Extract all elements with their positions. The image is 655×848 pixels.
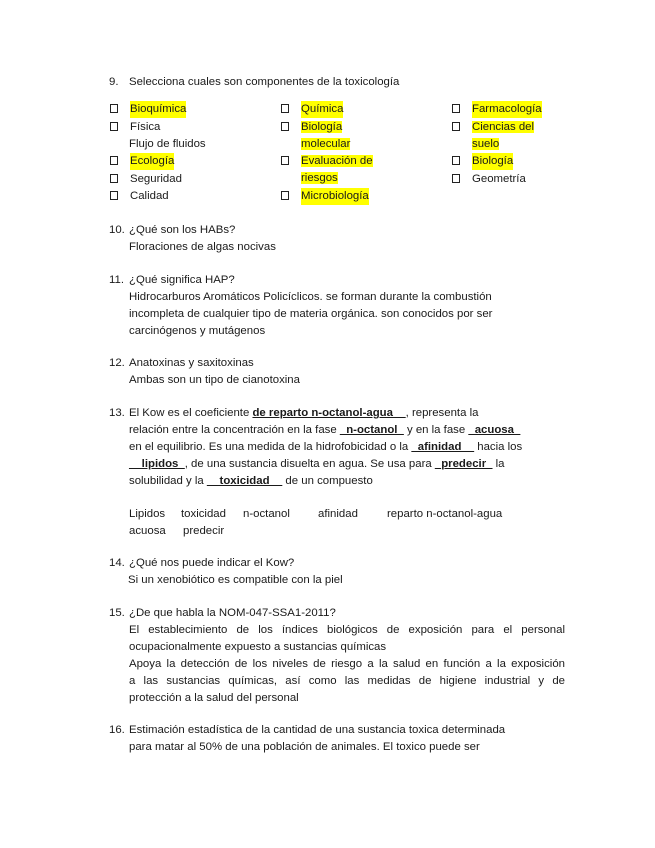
option-flujo-de-fluidos: Flujo de fluidos bbox=[129, 138, 206, 150]
q15-paragraph-line: a las sustancias químicas, así como las medidas de higiene industrial y de bbox=[129, 675, 565, 687]
q15-paragraph-line: protección a la salud del personal bbox=[129, 692, 299, 704]
q10-answer: Floraciones de algas nocivas bbox=[129, 241, 276, 253]
q11-answer-line: Hidrocarburos Aromáticos Policíclicos. se forman durante la combustión bbox=[129, 291, 492, 303]
q16-line: Estimación estadística de la cantidad de una sustancia toxica determinada bbox=[129, 724, 506, 736]
checkbox-icon bbox=[110, 174, 118, 183]
word-bank-item: toxicidad bbox=[181, 508, 226, 520]
word-bank-item: n-octanol bbox=[243, 508, 290, 520]
q13-number: 13. bbox=[109, 407, 125, 419]
blank-n-octanol: _n-octanol_ bbox=[339, 424, 404, 436]
word-bank-item: acuosa bbox=[129, 525, 166, 537]
checkbox-ecologia[interactable]: Ecología bbox=[110, 153, 174, 170]
q14-question: ¿Qué nos puede indicar el Kow? bbox=[129, 557, 295, 569]
blank-toxicidad: __toxicidad__ bbox=[206, 475, 283, 487]
q12-question: Anatoxinas y saxitoxinas bbox=[129, 357, 254, 369]
word-bank-item: afinidad bbox=[318, 508, 358, 520]
checkbox-icon bbox=[110, 191, 118, 200]
q13-line-4: __lipidos_, de una sustancia disuelta en agua. Se usa para _predecir_ la bbox=[129, 458, 505, 470]
checkbox-ciencias-del-suelo[interactable]: Ciencias del suelo bbox=[452, 119, 534, 153]
blank-acuosa: _acuosa_ bbox=[468, 424, 521, 436]
checkbox-icon bbox=[452, 122, 460, 131]
q15-paragraph-line: El establecimiento de los índices biológicos de exposición para el personal bbox=[129, 624, 565, 636]
q12-answer: Ambas son un tipo de cianotoxina bbox=[129, 374, 300, 386]
checkbox-evaluacion-de-riesgos[interactable]: Evaluación de riesgos bbox=[281, 153, 373, 187]
q9-number: 9. bbox=[109, 76, 119, 88]
checkbox-calidad[interactable]: Calidad bbox=[110, 188, 169, 205]
q16-number: 16. bbox=[109, 724, 125, 736]
checkbox-icon bbox=[281, 104, 289, 113]
q10-number: 10. bbox=[109, 224, 125, 236]
q11-answer-line: incompleta de cualquier tipo de materia orgánica. son conocidos por ser bbox=[129, 308, 493, 320]
q15-paragraph-line: ocupacionalmente expuesto a sustancias químicas bbox=[129, 641, 387, 653]
q15-question: ¿De que habla la NOM-047-SSA1-2011? bbox=[129, 607, 336, 619]
checkbox-geometria[interactable]: Geometría bbox=[452, 171, 526, 188]
checkbox-biologia-molecular[interactable]: Biología molecular bbox=[281, 119, 350, 153]
q13-line-5: solubilidad y la __toxicidad__ de un compuesto bbox=[129, 475, 373, 487]
blank-lipidos: __lipidos_ bbox=[129, 458, 185, 470]
checkbox-fisica[interactable]: Física bbox=[110, 119, 160, 136]
blank-afinidad: _afinidad__ bbox=[411, 441, 475, 453]
word-bank-item: Lipidos bbox=[129, 508, 166, 520]
checkbox-icon bbox=[281, 122, 289, 131]
q11-answer-line: carcinógenos y mutágenos bbox=[129, 325, 266, 337]
q14-number: 14. bbox=[109, 557, 125, 569]
checkbox-icon bbox=[281, 191, 289, 200]
checkbox-icon bbox=[452, 174, 460, 183]
q13-line-1: El Kow es el coeficiente de reparto n-octanol-agua__, representa la bbox=[129, 407, 479, 419]
checkbox-seguridad[interactable]: Seguridad bbox=[110, 171, 182, 188]
blank-reparto: de reparto n-octanol-agua__ bbox=[252, 407, 406, 419]
q15-paragraph-line: Apoya la detección de los niveles de riesgo a la salud en función a la exposición bbox=[129, 658, 565, 670]
q11-question: ¿Qué significa HAP? bbox=[129, 274, 235, 286]
q13-line-3: en el equilibrio. Es una medida de la hidrofobicidad o la _afinidad__ hacia los bbox=[129, 441, 523, 453]
q11-number: 11. bbox=[109, 274, 124, 286]
q14-answer: Si un xenobiótico es compatible con la piel bbox=[128, 574, 343, 586]
word-bank-item: predecir bbox=[183, 525, 225, 537]
blank-predecir: _predecir_ bbox=[434, 458, 493, 470]
word-bank-item: reparto n-octanol-agua bbox=[387, 508, 503, 520]
checkbox-icon bbox=[452, 156, 460, 165]
checkbox-quimica[interactable]: Química bbox=[281, 101, 343, 118]
checkbox-icon bbox=[110, 156, 118, 165]
q16-line: para matar al 50% de una población de animales. El toxico puede ser bbox=[129, 741, 480, 753]
checkbox-icon bbox=[452, 104, 460, 113]
q10-question: ¿Qué son los HABs? bbox=[129, 224, 236, 236]
q15-number: 15. bbox=[109, 607, 125, 619]
checkbox-bioquimica[interactable]: Bioquímica bbox=[110, 101, 186, 118]
q13-line-2: relación entre la concentración en la fase _n-octanol_ y en la fase _acuosa_ bbox=[129, 424, 521, 436]
checkbox-biologia[interactable]: Biología bbox=[452, 153, 513, 170]
checkbox-microbiologia[interactable]: Microbiología bbox=[281, 188, 369, 205]
checkbox-icon bbox=[110, 122, 118, 131]
checkbox-farmacologia[interactable]: Farmacología bbox=[452, 101, 542, 118]
q12-number: 12. bbox=[109, 357, 125, 369]
q9-question: Selecciona cuales son componentes de la toxicología bbox=[129, 76, 400, 88]
checkbox-icon bbox=[110, 104, 118, 113]
checkbox-icon bbox=[281, 156, 289, 165]
